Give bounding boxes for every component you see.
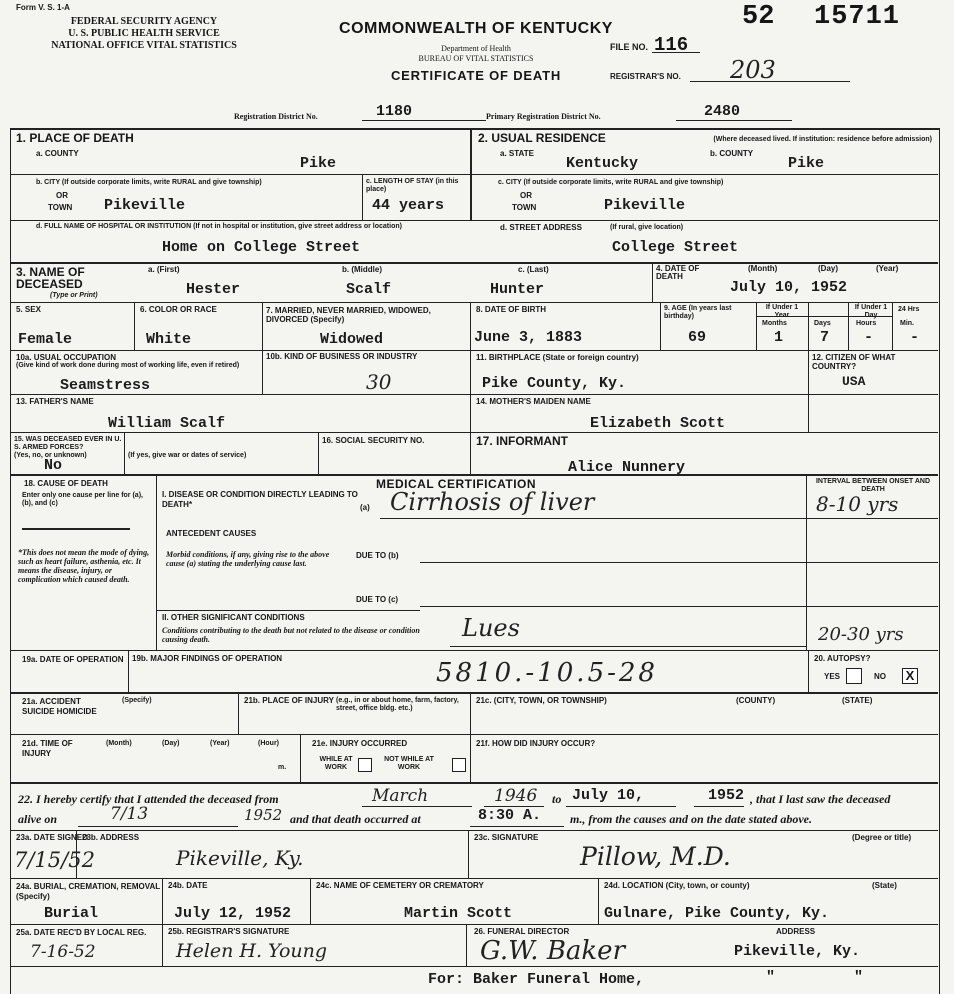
address-label: 23b. ADDRESS [82, 833, 140, 842]
cause-note: Enter only one cause per line for (a), (b), and (c) [22, 492, 143, 507]
while-at-work-checkbox [358, 758, 372, 772]
date-received-label: 25a. DATE REC'D BY LOCAL REG. [16, 928, 147, 937]
alive-on-date: 7/13 [110, 804, 149, 824]
street-note: (If rural, give location) [610, 224, 684, 231]
form-number: Form V. S. 1-A [16, 3, 70, 12]
cemetery-label: 24c. NAME OF CEMETERY OR CREMATORY [316, 881, 484, 890]
first-label: a. (First) [148, 265, 180, 274]
or-label: OR [56, 191, 68, 200]
due-to-b-label: DUE TO (b) [356, 551, 399, 560]
degree-label: (Degree or title) [852, 833, 912, 842]
cert-line2-end: m., from the causes and on the date stated above. [570, 812, 812, 826]
residence-county: Pike [788, 155, 825, 172]
cause-footnote: *This does not mean the mode of dying, such as heart failure, asthenia, etc. It means the disease, injury, or complication which caused death. [18, 548, 150, 584]
citizen-label: 12. CITIZEN OF WHAT COUNTRY? [812, 353, 896, 371]
middle-name: Scalf [346, 281, 392, 298]
city-label: b. CITY (If outside corporate limits, write RURAL and give township) [36, 179, 262, 186]
injury-occurred-label: 21e. INJURY OCCURRED [312, 739, 408, 748]
length-of-stay: 44 years [372, 197, 445, 214]
stamp-number-2: 15711 [814, 2, 901, 32]
usual-residence-label: 2. USUAL RESIDENCE [478, 131, 606, 145]
place-of-death-label: 1. PLACE OF DEATH [16, 131, 134, 145]
cause-a-interval: 8-10 yrs [816, 492, 899, 516]
place-of-injury-note: (e.g., in or about home, farm, factory, street, office bldg. etc.) [336, 697, 459, 712]
death-city: Pikeville [104, 197, 186, 214]
business-label: 10b. KIND OF BUSINESS OR INDUSTRY [266, 352, 418, 361]
not-while-at-work-checkbox [452, 758, 466, 772]
due-to-c-label: DUE TO (c) [356, 595, 399, 604]
sex-label: 5. SEX [16, 305, 41, 314]
burial-date-label: 24b. DATE [168, 881, 208, 890]
agency-block [14, 16, 274, 52]
location-state-label: (State) [872, 881, 897, 890]
registrar-signature-label: 25b. REGISTRAR'S SIGNATURE [168, 927, 290, 936]
cert-death-occurred-text: and that death occurred at [290, 812, 421, 826]
hospital-label: d. FULL NAME OF HOSPITAL OR INSTITUTION (If not in hospital or institution, give street address or location) [36, 223, 402, 230]
month-label: (Month) [748, 264, 778, 273]
file-no-value: 116 [654, 34, 689, 56]
res-city-label: c. CITY (If outside corporate limits, write RURAL and give township) [498, 179, 724, 186]
first-name: Hester [186, 281, 241, 298]
date-of-death-label: 4. DATE OF DEATH [656, 264, 700, 281]
cause-a-value: Cirrhosis of liver [390, 488, 595, 516]
married-label: 7. MARRIED, NEVER MARRIED, WIDOWED, DIVORCED (Specify) [266, 306, 431, 324]
occupation-label: 10a. USUAL OCCUPATION [16, 353, 117, 362]
agency-line: U. S. PUBLIC HEALTH SERVICE [68, 28, 220, 39]
disease-label: I. DISEASE OR CONDITION DIRECTLY LEADING TO DEATH* [162, 490, 358, 509]
date-signed: 7/15/52 [14, 848, 95, 872]
informant-name: Alice Nunnery [568, 459, 686, 476]
attended-from: March [372, 786, 429, 806]
registrar-signature: Helen H. Young [176, 940, 328, 962]
physician-address: Pikeville, Ky. [176, 846, 304, 870]
residence-city: Pikeville [604, 197, 686, 214]
cert-line1-text: 22. I hereby certify that I attended the deceased from [18, 792, 279, 806]
under-1-year-label: If Under 1 Year [765, 304, 799, 319]
funeral-address: Pikeville, Ky. [734, 943, 861, 960]
birth-label: 8. DATE OF BIRTH [476, 305, 547, 314]
autopsy-no-checkbox: X [902, 668, 918, 684]
findings-label: 19b. MAJOR FINDINGS OF OPERATION [132, 654, 283, 663]
injury-year-label: (Year) [210, 740, 230, 747]
antecedent-label: ANTECEDENT CAUSES [166, 529, 257, 538]
bureau: BUREAU OF VITAL STATISTICS [418, 54, 534, 63]
physician-signature: Pillow, M.D. [580, 842, 731, 871]
morbid-note: Morbid conditions, if any, giving rise to the above cause (a) stating the underlying cause last. [166, 550, 330, 568]
stay-label: c. LENGTH OF STAY (in this place) [366, 178, 459, 193]
days-value: 7 [820, 329, 830, 346]
min-value: - [910, 329, 920, 346]
burial-date: July 12, 1952 [174, 905, 292, 922]
agency-line: FEDERAL SECURITY AGENCY [70, 16, 218, 27]
date-signed-label: 23a. DATE SIGNED [16, 833, 88, 842]
res-county-label: b. COUNTY [710, 149, 754, 158]
father-name: William Scalf [108, 415, 226, 432]
death-county: Pike [300, 155, 337, 172]
injury-city-label: 21c. (CITY, TOWN, OR TOWNSHIP) [476, 696, 607, 705]
residence-state: Kentucky [566, 155, 639, 172]
registrar-no-value: 203 [730, 56, 776, 84]
reg-district-label: Registration District No. [234, 112, 318, 121]
funeral-address-label: ADDRESS [776, 927, 816, 936]
social-security-label: 16. SOCIAL SECURITY NO. [322, 436, 425, 445]
operation-date-label: 19a. DATE OF OPERATION [22, 655, 124, 664]
cert-alive-text: alive on [18, 812, 57, 826]
business-value: 30 [366, 370, 392, 394]
accident-specify: (Specify) [122, 697, 152, 704]
armed-value: No [44, 457, 63, 474]
file-no-label: FILE NO. [610, 42, 648, 52]
color-label: 6. COLOR OR RACE [140, 305, 217, 314]
cemetery-location: Gulnare, Pike County, Ky. [604, 905, 830, 922]
not-while-at-work-label: NOT WHILE AT WORK [384, 756, 434, 771]
cemetery-name: Martin Scott [404, 905, 513, 922]
cert-to-text: to [552, 792, 562, 806]
last-name: Hunter [490, 281, 545, 298]
sex-value: Female [18, 331, 73, 348]
hours-value: - [864, 329, 874, 346]
injury-county-label: (COUNTY) [736, 696, 776, 705]
middle-label: b. (Middle) [342, 265, 382, 274]
signature-label: 23c. SIGNATURE [474, 833, 539, 842]
min-label: Min. [900, 320, 914, 327]
primary-district-value: 2480 [704, 103, 741, 120]
yes-label: YES [824, 672, 841, 681]
certificate-title: CERTIFICATE OF DEATH [390, 68, 562, 83]
age-label: 9. AGE (In years last birthday) [664, 305, 732, 320]
type-print-note: (Type or Print) [50, 292, 98, 299]
agency-line: NATIONAL OFFICE VITAL STATISTICS [51, 40, 237, 51]
birthplace-label: 11. BIRTHPLACE (State or foreign country) [476, 353, 639, 362]
injury-state-label: (STATE) [842, 696, 873, 705]
findings-value: 5810.-10.5-28 [436, 658, 658, 688]
months-label: Months [762, 320, 787, 327]
attended-to-year: 1952 [708, 787, 745, 804]
cert-line1-end: , that I last saw the deceased [750, 792, 891, 806]
while-at-work-label: WHILE AT WORK [319, 756, 353, 771]
department: Department of Health [441, 44, 511, 53]
other-conditions-value: Lues [462, 614, 520, 642]
days-label: Days [814, 320, 831, 327]
year-label: (Year) [876, 264, 899, 273]
armed-note: (Yes, no, or unknown) [14, 452, 87, 459]
under-1-day-label: If Under 1 Day [854, 304, 888, 319]
funeral-home: For: Baker Funeral Home, [428, 971, 645, 988]
attended-to: July 10, [572, 787, 645, 804]
town-label: TOWN [48, 203, 73, 212]
county-label: a. COUNTY [36, 149, 79, 158]
occupation-value: Seamstress [60, 377, 151, 394]
injury-hour-label: (Hour) [258, 740, 279, 747]
stamp-number-1: 52 [742, 2, 775, 32]
place-of-injury-label: 21b. PLACE OF INJURY [244, 696, 334, 705]
funeral-director-label: 26. FUNERAL DIRECTOR [474, 927, 570, 936]
birthplace-value: Pike County, Ky. [482, 375, 627, 392]
married-value: Widowed [320, 331, 384, 348]
interval-label: INTERVAL BETWEEN ONSET AND DEATH [815, 478, 931, 493]
citizen-value: USA [842, 374, 866, 389]
mother-label: 14. MOTHER'S MAIDEN NAME [476, 397, 591, 406]
ditto-mark-1: " [766, 969, 776, 986]
residence-street: College Street [612, 239, 739, 256]
armed-note-2: (If yes, give war or dates of service) [128, 452, 247, 459]
last-label: c. (Last) [518, 265, 549, 274]
injury-month-label: (Month) [106, 740, 132, 747]
death-time: 8:30 A. [478, 807, 542, 824]
autopsy-label: 20. AUTOPSY? [814, 654, 871, 663]
hospital-name: Home on College Street [162, 239, 361, 256]
date-of-death: July 10, 1952 [730, 279, 848, 296]
alive-on-year: 1952 [244, 806, 283, 824]
burial-label: 24a. BURIAL, CREMATION, REMOVAL (Specify) [16, 882, 161, 901]
day-label: (Day) [818, 264, 839, 273]
primary-district-label: Primary Registration District No. [486, 112, 601, 121]
residence-note: (Where deceased lived. If institution: residence before admission) [713, 136, 932, 143]
birth-date: June 3, 1883 [474, 329, 583, 346]
armed-label: 15. WAS DECEASED EVER IN U. S. ARMED FORCES? [14, 436, 122, 451]
attended-from-year: 1946 [494, 786, 538, 806]
res-or-label: OR [520, 191, 532, 200]
reg-district-value: 1180 [376, 103, 413, 120]
cause-of-death-label: 18. CAUSE OF DEATH [24, 479, 108, 488]
hours-label: Hours [856, 320, 877, 327]
other-conditions-label: II. OTHER SIGNIFICANT CONDITIONS [162, 613, 305, 622]
street-label: d. STREET ADDRESS [500, 223, 582, 232]
res-town-label: TOWN [512, 203, 537, 212]
ditto-mark-2: " [854, 969, 864, 986]
funeral-director-signature: G.W. Baker [480, 936, 625, 966]
medical-certification-title: MEDICAL CERTIFICATION [376, 477, 537, 491]
page-title: COMMONWEALTH OF KENTUCKY [339, 20, 613, 37]
time-of-injury-label: 21d. TIME OF INJURY [22, 739, 73, 758]
autopsy-yes-checkbox [846, 668, 862, 684]
state-label: a. STATE [500, 149, 534, 158]
cause-a-label: (a) [360, 503, 370, 512]
24-hrs-label: 24 Hrs [898, 306, 920, 313]
injury-day-label: (Day) [162, 740, 180, 747]
mother-name: Elizabeth Scott [590, 415, 726, 432]
injury-m-label: m. [278, 764, 287, 771]
registrar-no-label: REGISTRAR'S NO. [610, 72, 681, 81]
no-label: NO [874, 672, 886, 681]
other-conditions-note: Conditions contributing to the death but not related to the disease or condition causing death. [162, 626, 420, 644]
how-injury-label: 21f. HOW DID INJURY OCCUR? [476, 739, 596, 748]
informant-label: 17. INFORMANT [476, 434, 569, 448]
color-value: White [146, 331, 192, 348]
age-value: 69 [688, 329, 707, 346]
occupation-note: (Give kind of work done during most of working life, even if retired) [16, 362, 240, 369]
date-received: 7-16-52 [30, 942, 96, 962]
burial-value: Burial [44, 905, 99, 922]
other-conditions-interval: 20-30 yrs [818, 624, 904, 645]
accident-label: 21a. ACCIDENT SUICIDE HOMICIDE [22, 697, 97, 716]
name-label: 3. NAME OF DECEASED [16, 265, 85, 291]
location-label: 24d. LOCATION (City, town, or county) [604, 881, 750, 890]
months-value: 1 [774, 329, 784, 346]
father-label: 13. FATHER'S NAME [16, 397, 94, 406]
